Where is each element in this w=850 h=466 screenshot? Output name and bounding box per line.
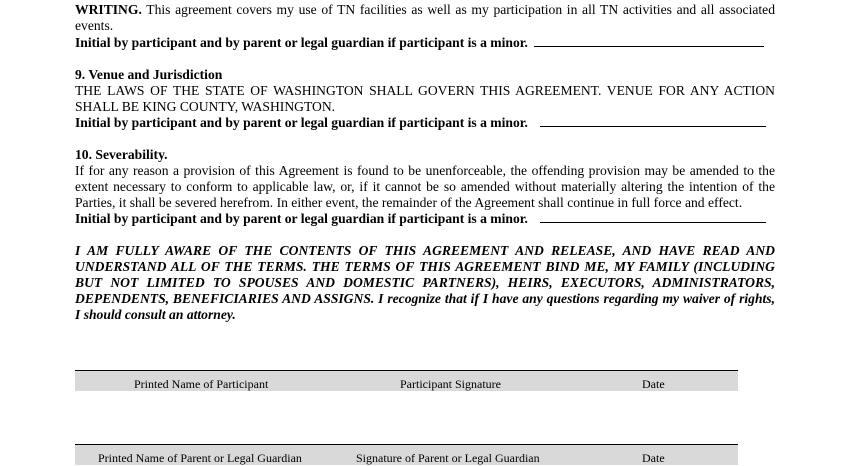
section-8-initial-label: Initial by participant and by parent or legal guardian if participant is a minor. <box>75 35 528 50</box>
section-9-initial-line <box>75 115 775 131</box>
guardian-name-label: Printed Name of Parent or Legal Guardian <box>98 451 302 465</box>
section-9-initial-field[interactable] <box>540 115 766 127</box>
participant-name-label: Printed Name of Participant <box>134 377 269 391</box>
section-10-initial-line <box>75 211 775 227</box>
acknowledgement-statement: I AM FULLY AWARE OF THE CONTENTS OF THIS AGREEMENT AND RELEASE, AND HAVE READ AND UNDERSTAND ALL OF THE TERMS. THE TERMS OF THIS AGREEMENT BIND ME, MY FAMILY (INCLUDING BUT NOT LIMITED TO SPOUSES AND DOMESTIC PARTNERS), HEIRS, EXECUTORS, ADMINISTRATORS, DEPENDENTS, BENEFICIARIES AND ASSIGNS. I recognize that if I have any questions regarding my waiver of rights, I should consult an attorney. <box>75 243 775 322</box>
section-8-initial-line <box>75 35 775 51</box>
participant-date-label: Date <box>642 377 665 391</box>
section-8-initial-field[interactable] <box>534 35 764 47</box>
section-10-heading: 10. Severability. <box>75 147 168 162</box>
section-8-lead: WRITING. <box>75 2 142 17</box>
section-8-body: This agreement covers my use of TN facilities as well as my participation in all TN activities and all associated events. <box>75 2 775 33</box>
section-8-text <box>75 2 775 34</box>
section-9-heading: 9. Venue and Jurisdiction <box>75 67 223 82</box>
section-10-body: If for any reason a provision of this Agreement is found to be unenforceable, the offending provision may be amended to the extent necessary to conform to applicable law, or, if it cannot be so amended without materially altering the intention of the Parties, it shall be severed herefrom. In either event, the remainder of the Agreement shall continue in full force and effect. <box>75 163 775 210</box>
participant-signature-label: Participant Signature <box>400 377 501 391</box>
section-10-initial-field[interactable] <box>540 211 766 223</box>
section-10-initial-label: Initial by participant and by parent or legal guardian if participant is a minor. <box>75 211 528 226</box>
guardian-signature-row <box>75 444 738 465</box>
section-9-body: THE LAWS OF THE STATE OF WASHINGTON SHALL GOVERN THIS AGREEMENT. VENUE FOR ANY ACTION SHALL BE KING COUNTY, WASHINGTON. <box>75 83 775 114</box>
guardian-signature-label: Signature of Parent or Legal Guardian <box>356 451 540 465</box>
section-9-initial-label: Initial by participant and by parent or legal guardian if participant is a minor. <box>75 115 528 130</box>
guardian-date-label: Date <box>642 451 665 465</box>
participant-signature-row <box>75 370 738 391</box>
